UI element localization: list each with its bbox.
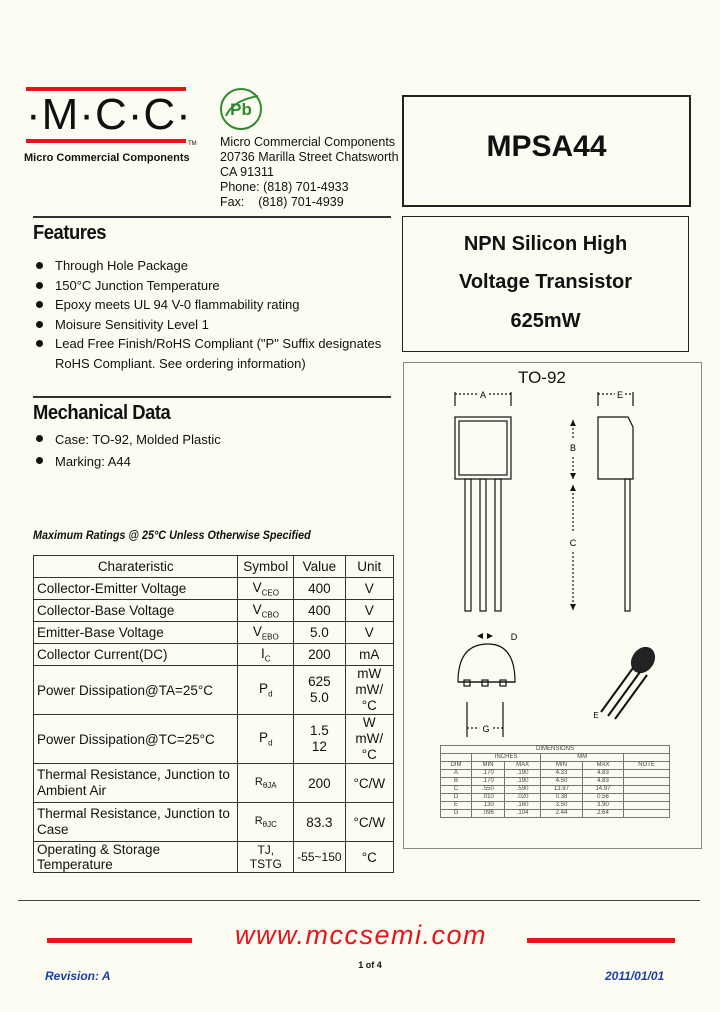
symbol-main: V	[252, 601, 262, 617]
footer-rule	[18, 900, 700, 901]
row-name: Collector Current(DC)	[34, 644, 238, 666]
symbol-sub: θJC	[262, 820, 277, 830]
revision-date: 2011/01/01	[605, 969, 665, 983]
row-unit: V	[345, 600, 393, 622]
symbol-main: R	[254, 775, 263, 788]
symbol-sub: d	[268, 738, 273, 748]
table-row	[441, 794, 670, 802]
table-cell: 3.90	[582, 802, 623, 810]
logo: ·M·C·C·	[26, 90, 192, 139]
row-value: 200	[294, 644, 345, 666]
front-body	[455, 417, 511, 479]
table-cell	[441, 754, 472, 762]
dim-e-label: E	[616, 390, 624, 400]
symbol-main: V	[252, 623, 262, 639]
table-cell: G	[441, 810, 472, 818]
table-row	[441, 762, 670, 770]
symbol-sub: θJA	[262, 781, 277, 791]
table-row	[441, 810, 670, 818]
table-cell: 14.97	[582, 786, 623, 794]
row-value: 625 5.0	[294, 666, 345, 715]
footer-bar-right	[527, 938, 675, 943]
table-cell: .170	[472, 770, 505, 778]
dims-group-inches: INCHES	[472, 754, 541, 762]
symbol-sub: C	[264, 654, 271, 664]
list-item: Moisure Sensitivity Level 1	[33, 315, 393, 335]
table-row	[34, 644, 394, 666]
row-symbol	[238, 764, 294, 803]
part-number: MPSA44	[486, 130, 607, 163]
table-cell: 4.33	[541, 770, 582, 778]
table-row	[34, 842, 394, 873]
dim-a-label: A	[479, 390, 487, 400]
description-line2: Voltage Transistor	[458, 271, 632, 293]
table-cell: .104	[504, 810, 540, 818]
table-cell: D	[441, 794, 472, 802]
row-value: 83.3	[294, 803, 345, 842]
table-cell	[624, 802, 670, 810]
row-unit: °C/W	[345, 764, 393, 803]
row-value: 400	[294, 600, 345, 622]
header-unit: Unit	[345, 556, 393, 578]
row-symbol	[238, 600, 294, 622]
logo-bottom-bar	[26, 139, 186, 143]
dims-group-mm: MM	[541, 754, 624, 762]
table-row	[34, 803, 394, 842]
symbol-main: R	[254, 814, 263, 827]
table-cell: .190	[504, 778, 540, 786]
header-symbol: Symbol	[238, 556, 294, 578]
table-row	[441, 802, 670, 810]
pb-label: Pb	[230, 100, 252, 119]
list-item: Epoxy meets UL 94 V-0 flammability rating	[33, 295, 393, 315]
row-name: Collector-Base Voltage	[34, 600, 238, 622]
list-item: Case: TO-92, Molded Plastic	[33, 429, 393, 451]
table-cell: .130	[472, 802, 505, 810]
mechanical-list	[33, 429, 393, 473]
table-cell: 13.97	[541, 786, 582, 794]
arrow-c-bottom	[570, 604, 576, 610]
list-item: Lead Free Finish/RoHS Compliant ("P" Suffix designates RoHS Compliant. See ordering information)	[33, 334, 393, 373]
row-symbol	[238, 803, 294, 842]
table-cell: B	[441, 778, 472, 786]
side-lead	[625, 479, 630, 611]
table-cell: E	[441, 802, 472, 810]
row-symbol	[238, 644, 294, 666]
ratings-table	[33, 555, 394, 873]
table-cell: 0.38	[541, 794, 582, 802]
row-symbol	[238, 578, 294, 600]
dims-header: MAX	[582, 762, 623, 770]
revision-label: Revision: A	[45, 969, 111, 983]
symbol-main: V	[252, 579, 262, 595]
row-value: 200	[294, 764, 345, 803]
table-cell	[624, 778, 670, 786]
table-cell: .190	[504, 770, 540, 778]
address-block	[220, 135, 399, 210]
dim-d-label: D	[510, 632, 518, 642]
list-item: Through Hole Package	[33, 256, 393, 276]
table-cell: 3.50	[541, 802, 582, 810]
features-title: Features	[33, 222, 107, 244]
table-cell	[624, 794, 670, 802]
arrow-c-top	[570, 485, 576, 491]
arrow-b-bottom	[570, 473, 576, 479]
lead-free-badge	[218, 86, 264, 132]
pin-3	[500, 680, 506, 686]
table-cell	[624, 786, 670, 794]
row-symbol	[238, 715, 294, 764]
table-cell	[624, 754, 670, 762]
logo-caption: Micro Commercial Components	[24, 152, 190, 164]
front-body-inner	[459, 421, 507, 475]
dims-header: MIN	[472, 762, 505, 770]
arrow-b-top	[570, 420, 576, 426]
row-unit: mW mW/°C	[345, 666, 393, 715]
address-city: CA 91311	[220, 165, 274, 179]
row-symbol	[238, 622, 294, 644]
table-row	[34, 764, 394, 803]
pin-e-label: E	[593, 711, 599, 720]
table-cell: .550	[472, 786, 505, 794]
table-row	[34, 666, 394, 715]
lead-1	[465, 479, 471, 611]
table-cell	[624, 810, 670, 818]
side-body	[598, 417, 633, 479]
row-name: Collector-Emitter Voltage	[34, 578, 238, 600]
footer-url-link[interactable]: www.mccsemi.com	[234, 920, 487, 950]
row-symbol	[238, 666, 294, 715]
row-unit: V	[345, 578, 393, 600]
features-rule	[33, 216, 391, 218]
symbol-sub: EBO	[261, 632, 279, 642]
row-name: Power Dissipation@TA=25°C	[34, 666, 238, 715]
address-phone: Phone: (818) 701-4933	[220, 180, 349, 194]
pin-1	[464, 680, 470, 686]
table-cell: 4.83	[582, 770, 623, 778]
row-name: Power Dissipation@TC=25°C	[34, 715, 238, 764]
arrow-d-right	[487, 633, 493, 639]
symbol-main: P	[259, 681, 269, 697]
row-symbol: TJ, TSTG	[238, 842, 294, 873]
pin-2	[482, 680, 488, 686]
row-unit: V	[345, 622, 393, 644]
ratings-title: Maximum Ratings @ 25°C Unless Otherwise Specified	[33, 528, 311, 542]
table-row	[34, 715, 394, 764]
symbol-sub: d	[268, 689, 273, 699]
table-row	[441, 786, 670, 794]
transistor-3d-icon	[601, 642, 660, 719]
table-cell: 4.83	[582, 778, 623, 786]
list-item: Marking: A44	[33, 451, 393, 473]
mechanical-rule	[33, 396, 391, 398]
arrow-d-left	[477, 633, 483, 639]
table-cell: .020	[504, 794, 540, 802]
dims-header: DIM	[441, 762, 472, 770]
table-cell: 0.56	[582, 794, 623, 802]
dims-header: MAX	[504, 762, 540, 770]
table-row	[441, 746, 670, 754]
table-cell: 4.50	[541, 778, 582, 786]
row-name: Operating & Storage Temperature	[34, 842, 238, 873]
symbol-main: I	[261, 645, 265, 661]
row-name: Thermal Resistance, Junction to Case	[34, 803, 238, 842]
symbol-main: P	[259, 730, 269, 746]
address-street: 20736 Marilla Street Chatsworth	[220, 150, 399, 164]
table-cell: 2.44	[541, 810, 582, 818]
table-cell: .160	[504, 802, 540, 810]
address-fax: Fax: (818) 701-4939	[220, 195, 344, 209]
header-characteristic: Charateristic	[34, 556, 238, 578]
symbol-sub: CEO	[261, 588, 279, 598]
dims-header: MIN	[541, 762, 582, 770]
dimensions-table	[440, 745, 670, 818]
row-name: Thermal Resistance, Junction to Ambient Air	[34, 764, 238, 803]
description-line3: 625mW	[510, 310, 581, 332]
table-cell: .590	[504, 786, 540, 794]
table-row	[441, 778, 670, 786]
table-row	[34, 622, 394, 644]
list-item: 150°C Junction Temperature	[33, 276, 393, 296]
part-number-box	[402, 95, 691, 207]
table-cell: 2.64	[582, 810, 623, 818]
table-cell: .096	[472, 810, 505, 818]
dim-c-label: C	[569, 538, 577, 548]
table-cell: C	[441, 786, 472, 794]
table-header-row	[34, 556, 394, 578]
features-list	[33, 256, 393, 373]
dims-title: DIMENSIONS	[441, 746, 670, 754]
row-name: Emitter-Base Voltage	[34, 622, 238, 644]
dim-g-label: G	[482, 724, 490, 734]
table-cell: .170	[472, 778, 505, 786]
trademark: TM	[188, 141, 197, 147]
address-company: Micro Commercial Components	[220, 135, 396, 149]
row-value: 400	[294, 578, 345, 600]
row-value: 1.5 12	[294, 715, 345, 764]
row-value: 5.0	[294, 622, 345, 644]
row-unit: W mW/°C	[345, 715, 393, 764]
page-number: 1 of 4	[358, 960, 382, 970]
row-unit: °C	[345, 842, 393, 873]
lead-2	[480, 479, 486, 611]
mechanical-title: Mechanical Data	[33, 402, 171, 424]
dim-b-label: B	[569, 443, 577, 453]
table-row	[34, 600, 394, 622]
table-cell: .010	[472, 794, 505, 802]
table-cell	[624, 770, 670, 778]
header-value: Value	[294, 556, 345, 578]
footer-bar-left	[47, 938, 192, 943]
package-drawing	[403, 362, 700, 742]
description-line1: NPN Silicon High	[463, 233, 628, 255]
package-title: TO-92	[518, 368, 566, 387]
dims-header: NOTE	[624, 762, 670, 770]
lead-3	[495, 479, 501, 611]
table-cell: A	[441, 770, 472, 778]
table-row	[441, 754, 670, 762]
description-box	[402, 216, 689, 352]
table-row	[441, 770, 670, 778]
row-value: -55~150	[294, 842, 345, 873]
table-row	[34, 578, 394, 600]
symbol-sub: CBO	[261, 610, 279, 620]
row-unit: mA	[345, 644, 393, 666]
bottom-view-body	[458, 644, 515, 682]
row-unit: °C/W	[345, 803, 393, 842]
